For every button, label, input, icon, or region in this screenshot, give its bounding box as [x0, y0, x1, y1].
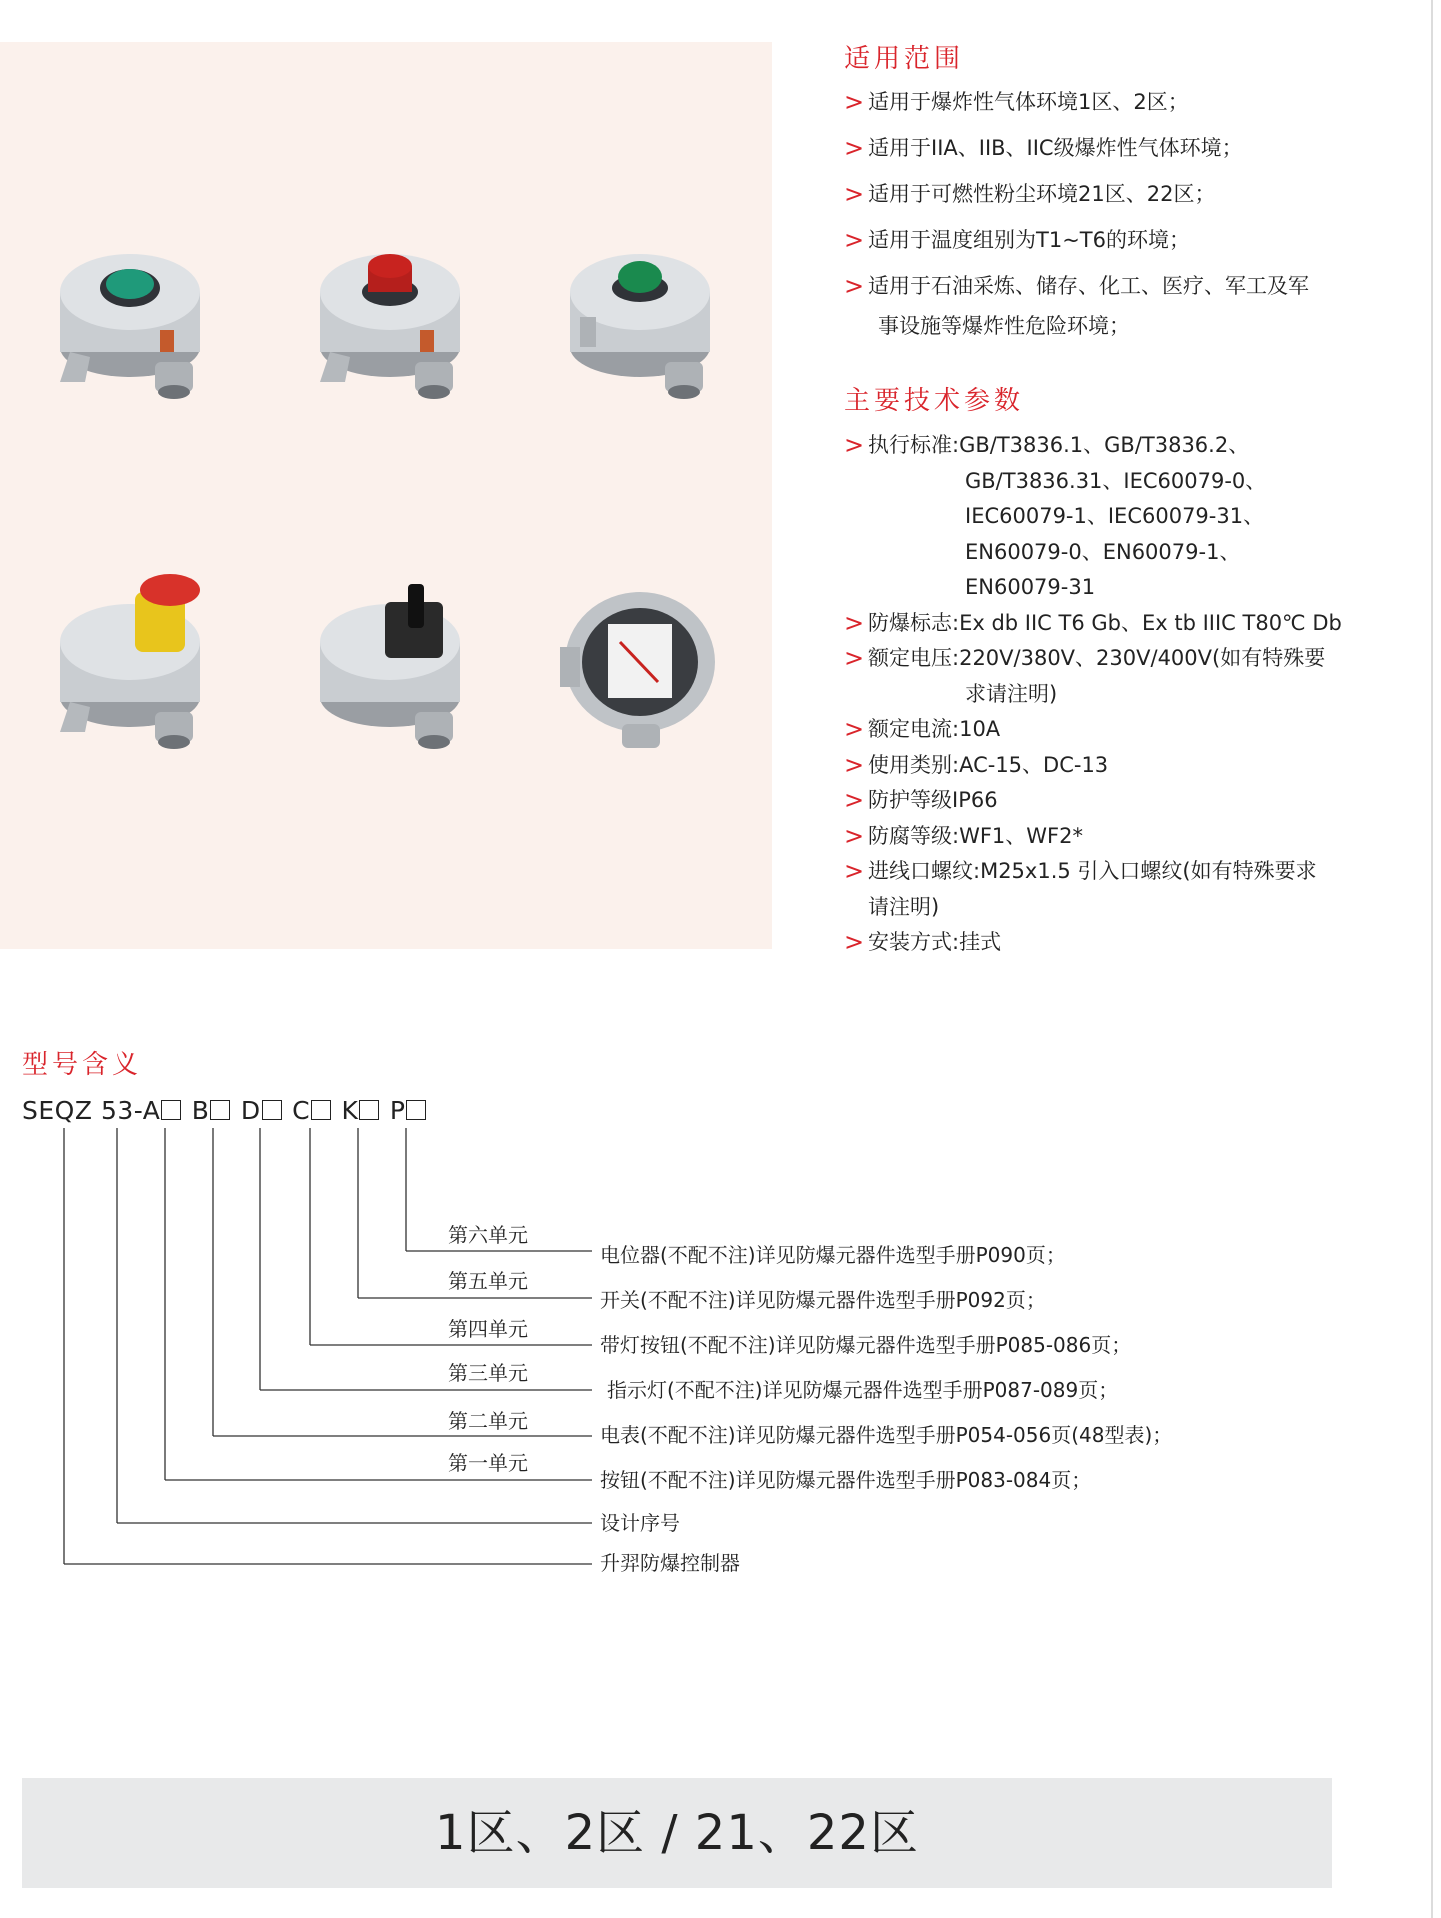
- param-exmark: [844, 606, 1354, 642]
- arrow-icon: >: [844, 226, 865, 254]
- param-label: 额定电压:: [868, 646, 960, 670]
- list-item-text: 事设施等爆炸性危险环境；: [878, 314, 1130, 338]
- param-value: GB/T3836.31、IEC60079-0、: [965, 468, 1267, 493]
- unit-description: 指示灯(不配不注)详见防爆元器件选型手册P087-089页；: [607, 1378, 1119, 1402]
- model-tree-diagram: [0, 1100, 1441, 1600]
- param-value: WF1、WF2*: [959, 823, 1083, 848]
- unit-description: 带灯按钮(不配不注)详见防爆元器件选型手册P085-086页；: [600, 1333, 1132, 1357]
- param-corrosion: [844, 819, 1354, 855]
- param-label: 安装方式:: [868, 930, 960, 954]
- arrow-icon: >: [844, 715, 865, 743]
- param-value: 请注明): [868, 894, 940, 919]
- code-part: K: [341, 1096, 359, 1125]
- code-part: B: [191, 1096, 210, 1125]
- arrow-icon: >: [844, 786, 865, 814]
- param-voltage: [844, 641, 1354, 712]
- code-part: C: [292, 1096, 311, 1125]
- param-value: EN60079-31: [965, 575, 1096, 599]
- model-title: 型号含义: [22, 1050, 143, 1080]
- list-item-text: 适用于石油采炼、储存、化工、医疗、军工及军: [868, 274, 1309, 298]
- unit-description: 电位器(不配不注)详见防爆元器件选型手册P090页；: [600, 1243, 1066, 1267]
- unit-description: 电表(不配不注)详见防爆元器件选型手册P054-056页(48型表)；: [600, 1423, 1173, 1447]
- param-category: [844, 748, 1354, 784]
- param-mount: [844, 925, 1354, 961]
- param-value: 防护等级IP66: [868, 788, 998, 812]
- params-title: 主要技术参数: [844, 386, 1025, 416]
- device-rotary-switch: [290, 562, 490, 762]
- unit-label: 第三单元: [448, 1361, 528, 1385]
- arrow-icon: >: [844, 88, 865, 116]
- param-value: 220V/380V、230V/400V(如有特殊要: [959, 646, 1326, 670]
- param-value: IEC60079-1、IEC60079-31、: [965, 504, 1265, 528]
- zone-text: 1区、2区 / 21、22区: [435, 1805, 919, 1861]
- unit-label: 第五单元: [448, 1269, 528, 1293]
- unit-description: 设计序号: [600, 1511, 680, 1535]
- param-value: M25x1.5 引入口螺纹(如有特殊要求: [980, 859, 1317, 883]
- list-item: [844, 128, 1344, 174]
- unit-description: 升羿防爆控制器: [600, 1551, 740, 1575]
- list-item: [844, 174, 1344, 220]
- unit-label: 第一单元: [448, 1451, 528, 1475]
- arrow-icon: >: [844, 857, 865, 885]
- arrow-icon: >: [844, 608, 865, 637]
- param-standard: [844, 428, 1354, 606]
- arrow-icon: >: [844, 644, 865, 672]
- param-label: 使用类别:: [868, 752, 960, 777]
- list-item-text: 适用于爆炸性气体环境1区、2区；: [868, 90, 1189, 114]
- unit-label: 第六单元: [448, 1223, 528, 1247]
- unit-description: 开关(不配不注)详见防爆元器件选型手册P092页；: [600, 1288, 1046, 1312]
- params-list: [844, 428, 1354, 961]
- page-edge-line: [1431, 0, 1433, 1918]
- list-item: [844, 266, 1344, 346]
- code-part: P: [389, 1096, 406, 1125]
- param-ip: [844, 783, 1354, 819]
- param-value: 求请注明): [965, 681, 1058, 706]
- param-current: [844, 712, 1354, 748]
- device-meter: [540, 562, 740, 762]
- zone-footer-band: [22, 1778, 1332, 1888]
- list-item-text: 适用于IIA、IIB、IIC级爆炸性气体环境；: [868, 136, 1243, 160]
- code-part: SEQZ: [22, 1096, 93, 1125]
- param-label: 防腐等级:: [868, 823, 960, 848]
- arrow-icon: >: [844, 272, 865, 300]
- param-label: 执行标准:: [868, 433, 960, 457]
- list-item-text: 适用于温度组别为T1~T6的环境；: [868, 228, 1190, 252]
- device-red-indicator: [290, 222, 490, 422]
- device-green-indicator: [540, 222, 740, 422]
- arrow-icon: >: [844, 180, 865, 208]
- param-label: 防爆标志:: [868, 610, 960, 635]
- unit-label: 第四单元: [448, 1317, 528, 1341]
- product-photo-panel: [0, 42, 772, 949]
- param-label: 额定电流:: [868, 717, 960, 741]
- param-value: 挂式: [959, 930, 1002, 954]
- param-value: AC-15、DC-13: [959, 752, 1109, 777]
- arrow-icon: >: [844, 928, 865, 956]
- scope-title: 适用范围: [844, 44, 965, 74]
- unit-label: 第二单元: [448, 1409, 528, 1433]
- param-value: EN60079-0、EN60079-1、: [965, 539, 1241, 564]
- scope-list: [844, 82, 1344, 346]
- device-green-button: [30, 222, 230, 422]
- list-item-text: 适用于可燃性粉尘环境21区、22区；: [868, 182, 1216, 206]
- arrow-icon: >: [844, 750, 865, 779]
- param-value: GB/T3836.1、GB/T3836.2、: [959, 433, 1250, 457]
- unit-description: 按钮(不配不注)详见防爆元器件选型手册P083-084页；: [600, 1468, 1092, 1492]
- arrow-icon: >: [844, 134, 865, 162]
- param-value: 10A: [959, 717, 1001, 741]
- code-part: D: [240, 1096, 261, 1125]
- code-part: 53-A: [100, 1096, 161, 1125]
- arrow-icon: >: [844, 821, 865, 850]
- param-value: Ex db IIC T6 Gb、Ex tb IIIC T80℃ Db: [959, 610, 1342, 635]
- param-thread: [844, 854, 1354, 925]
- param-label: 进线口螺纹:: [868, 859, 981, 883]
- device-emergency-stop: [30, 562, 230, 762]
- arrow-icon: >: [844, 431, 865, 459]
- list-item: [844, 82, 1344, 128]
- list-item: [844, 220, 1344, 266]
